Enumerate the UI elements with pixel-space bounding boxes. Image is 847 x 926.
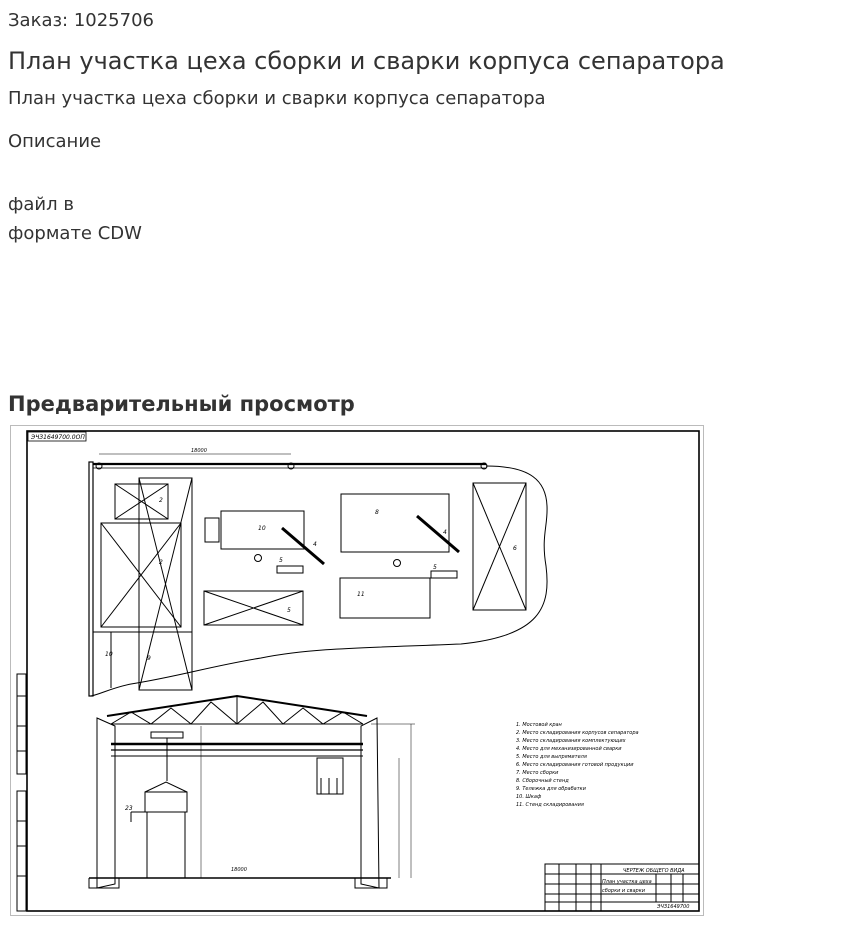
svg-text:ЭЧЗ1649700: ЭЧЗ1649700 <box>657 904 690 910</box>
svg-text:6. Место складирования готовой: 6. Место складирования готовой продукции <box>516 762 634 768</box>
description-line-1: файл в <box>8 194 74 215</box>
svg-text:23: 23 <box>125 805 133 812</box>
drawing-preview-image[interactable] <box>10 425 704 916</box>
svg-text:ЧЕРТЕЖ ОБЩЕГО ВИДА: ЧЕРТЕЖ ОБЩЕГО ВИДА <box>623 868 685 874</box>
svg-text:2: 2 <box>159 497 163 504</box>
svg-text:9. Тележка для обрабатки: 9. Тележка для обрабатки <box>516 786 586 792</box>
svg-text:7. Место сборки: 7. Место сборки <box>516 770 559 776</box>
svg-text:9: 9 <box>147 655 151 662</box>
svg-text:10: 10 <box>258 525 266 532</box>
svg-text:11. Стенд складирования: 11. Стенд складирования <box>516 802 584 808</box>
svg-text:18000: 18000 <box>231 867 247 873</box>
page-title: План участка цеха сборки и сварки корпуса сепаратора <box>8 47 725 75</box>
svg-text:5. Место для выпрямителя: 5. Место для выпрямителя <box>516 754 587 760</box>
svg-text:4. Место для механизированной: 4. Место для механизированной сварки <box>516 746 622 752</box>
svg-text:3. Место складирования комплек: 3. Место складирования комплектующих <box>516 738 626 744</box>
svg-text:5: 5 <box>287 607 291 614</box>
svg-text:1. Мостовой кран: 1. Мостовой кран <box>516 722 562 728</box>
svg-text:5: 5 <box>279 557 283 564</box>
svg-text:5: 5 <box>433 564 437 571</box>
svg-text:4: 4 <box>443 529 447 536</box>
svg-text:6: 6 <box>513 545 517 552</box>
svg-text:10. Шкаф: 10. Шкаф <box>516 794 542 800</box>
svg-text:сборки и сварки: сборки и сварки <box>602 888 645 894</box>
svg-text:8. Сборочный стенд: 8. Сборочный стенд <box>516 778 569 784</box>
preview-heading: Предварительный просмотр <box>8 392 355 416</box>
svg-text:11: 11 <box>357 591 365 598</box>
cad-drawing <box>11 426 703 915</box>
description-heading: Описание <box>8 131 102 152</box>
svg-text:ЭЧЗ1649700.0ОП: ЭЧЗ1649700.0ОП <box>31 434 85 441</box>
svg-text:8: 8 <box>375 509 379 516</box>
svg-text:18000: 18000 <box>191 448 207 454</box>
svg-text:2: 2 <box>159 559 163 566</box>
page-subtitle: План участка цеха сборки и сварки корпуса сепаратора <box>8 88 546 109</box>
order-number: Заказ: 1025706 <box>8 10 154 31</box>
description-line-2: формате CDW <box>8 223 142 244</box>
svg-text:План участка цеха: План участка цеха <box>602 879 652 885</box>
svg-text:10: 10 <box>105 651 113 658</box>
svg-text:2. Место складирования корпусо: 2. Место складирования корпусов сепаратора <box>516 730 639 736</box>
svg-text:4: 4 <box>313 541 317 548</box>
